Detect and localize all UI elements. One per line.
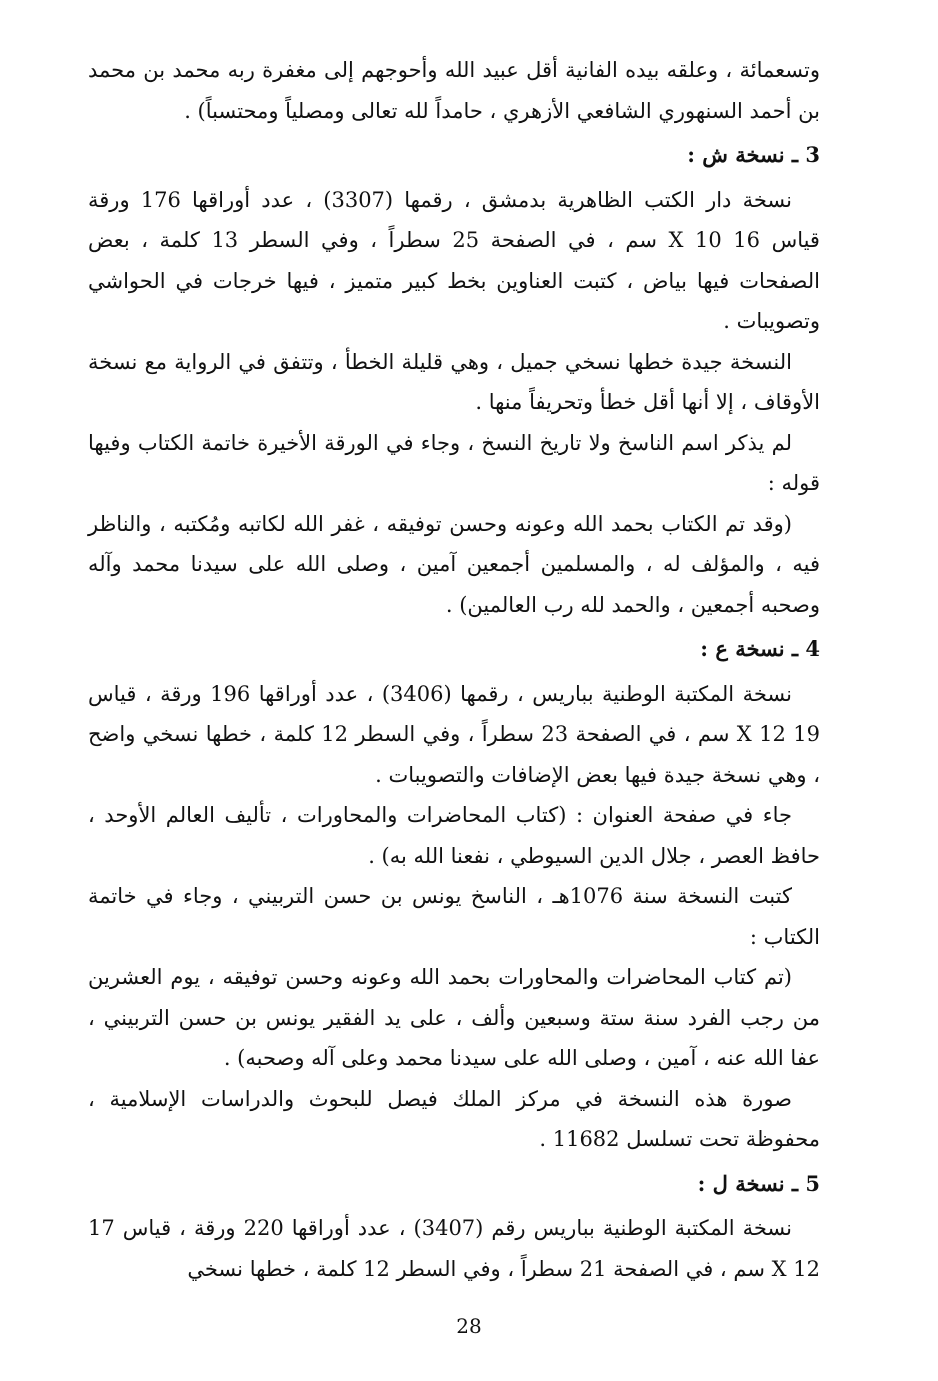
paragraph-ain-copy-date: كتبت النسخة سنة 1076هـ ، الناسخ يونس بن حسن التربيني ، وجاء في خاتمة الكتاب : <box>88 884 820 949</box>
paragraph-ain-title-page: جاء في صفحة العنوان : (كتاب المحاضرات والمحاورات ، تأليف العالم الأوحد ، حافظ العصر ، جلال الدين السيوطي ، نفعنا الله به) . <box>88 803 820 868</box>
page-number: 28 <box>456 1314 482 1338</box>
page-body <box>88 50 820 1289</box>
paragraph-colophon-end: وتسعمائة ، وعلقه بيده الفانية أقل عبيد الله وأحوجهم إلى مغفرة ربه محمد بن محمد بن أحمد السنهوري الشافعي الأزهري ، حامداً لله تعالى ومصلياً ومحتسباً) . <box>88 58 820 123</box>
paragraph-ain-description: نسخة المكتبة الوطنية بباريس ، رقمها (3406) ، عدد أوراقها 196 ورقة ، قياس 19 X 12 سم ، في الصفحة 23 سطراً ، وفي السطر 12 كلمة ، خطها نسخي واضح ، وهي نسخة جيدة فيها بعض الإضافات والتصويبات . <box>88 681 820 787</box>
heading-manuscript-sh: 3 ـ نسخة ش : <box>687 142 820 167</box>
paragraph-sh-quality: النسخة جيدة خطها نسخي جميل ، وهي قليلة الخطأ ، وتتفق في الرواية مع نسخة الأوقاف ، إلا أنها أقل خطأ وتحريفاً منها . <box>88 349 820 414</box>
heading-manuscript-lam: 5 ـ نسخة ل : <box>697 1170 820 1196</box>
paragraph-sh-colophon-quote: (وقد تم الكتاب بحمد الله وعونه وحسن توفيقه ، غفر الله لكاتبه ومُكتبه ، والناظر فيه ، والمؤلف له ، والمسلمين أجمعين آمين ، وصلى الله على سيدنا محمد وآله وصحبه أجمعين ، والحمد لله رب العالمين) . <box>88 511 820 617</box>
paragraph-ain-colophon-quote: (تم كتاب المحاضرات والمحاورات بحمد الله وعونه وحسن توفيقه ، يوم العشرين من رجب الفرد سنة ستة وسبعين وألف ، على يد الفقير يونس بن حسن التربيني ، عفا الله عنه ، آمين ، وصلى الله على سيدنا محمد وعلى آله وصحبه) . <box>88 965 820 1070</box>
paragraph-sh-copyist: لم يذكر اسم الناسخ ولا تاريخ النسخ ، وجاء في الورقة الأخيرة خاتمة الكتاب وفيها قوله : <box>88 430 820 495</box>
paragraph-ain-copy-location: صورة هذه النسخة في مركز الملك فيصل للبحوث والدراسات الإسلامية ، محفوظة تحت تسلسل 11682 . <box>88 1086 820 1151</box>
heading-manuscript-ain: 4 ـ نسخة ع : <box>700 636 820 661</box>
paragraph-lam-description: نسخة المكتبة الوطنية بباريس رقم (3407) ، عدد أوراقها 220 ورقة ، قياس 17 X 12 سم ، في الصفحة 21 سطراً ، وفي السطر 12 كلمة ، خطها نسخي <box>88 1216 820 1281</box>
paragraph-sh-description: نسخة دار الكتب الظاهرية بدمشق ، رقمها (3307) ، عدد أوراقها 176 ورقة قياس 16 X 10 سم ، في الصفحة 25 سطراً ، وفي السطر 13 كلمة ، بعض الصفحات فيها بياض ، كتبت العناوين بخط كبير متميز ، فيها خرجات في الحواشي وتصويبات . <box>88 187 820 333</box>
